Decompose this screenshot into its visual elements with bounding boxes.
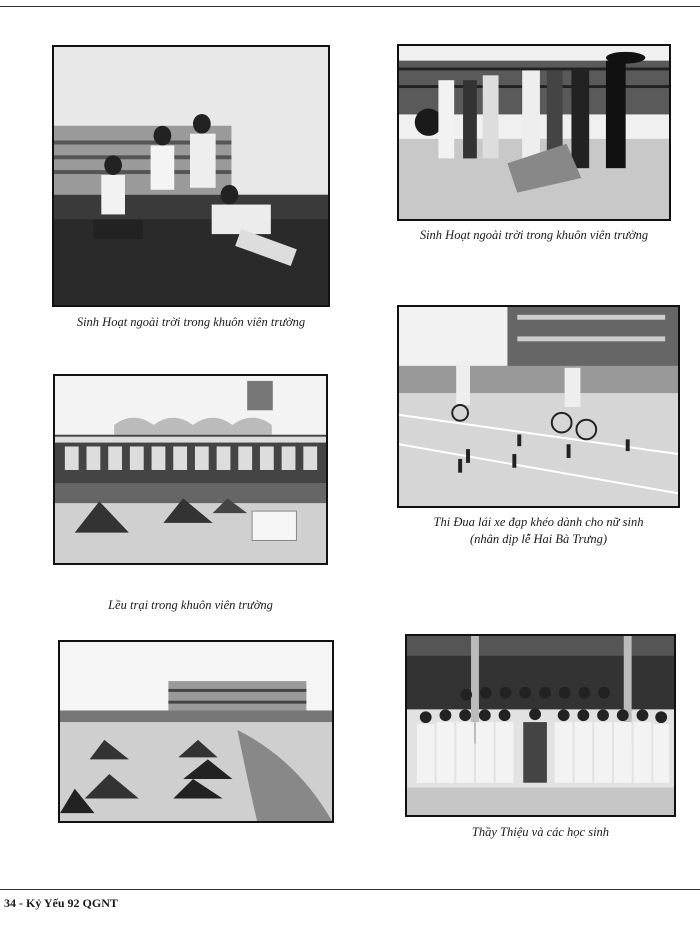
- page-footer: 34 - Kỷ Yếu 92 QGNT: [4, 896, 118, 910]
- photo-teacher-and-students: [405, 634, 676, 817]
- photo2-caption: Sinh Hoạt ngoài trời trong khuôn viên trường: [419, 228, 649, 242]
- photo4-caption-line1: Thi Đua lái xe đạp khéo dành cho nữ sinh: [433, 515, 644, 529]
- photo4-caption-line2: (nhân dịp lễ Hai Bà Trưng): [469, 532, 608, 546]
- photo-tents-on-field: [58, 640, 334, 823]
- photo-tents-front-building: [53, 374, 328, 565]
- photo6-caption: Thầy Thiệu và các học sinh: [471, 825, 610, 839]
- photo4-caption: [397, 514, 680, 548]
- photo3-caption: Lều trại trong khuôn viên trường: [108, 598, 273, 612]
- photo-students-on-lawn: [52, 45, 330, 307]
- photo-students-with-cart: [397, 44, 671, 221]
- top-rule: [0, 6, 700, 7]
- photo-bicycle-contest: [397, 305, 680, 508]
- bottom-rule: [0, 889, 700, 890]
- photo1-caption: Sinh Hoạt ngoài trời trong khuôn viên trường: [76, 315, 306, 329]
